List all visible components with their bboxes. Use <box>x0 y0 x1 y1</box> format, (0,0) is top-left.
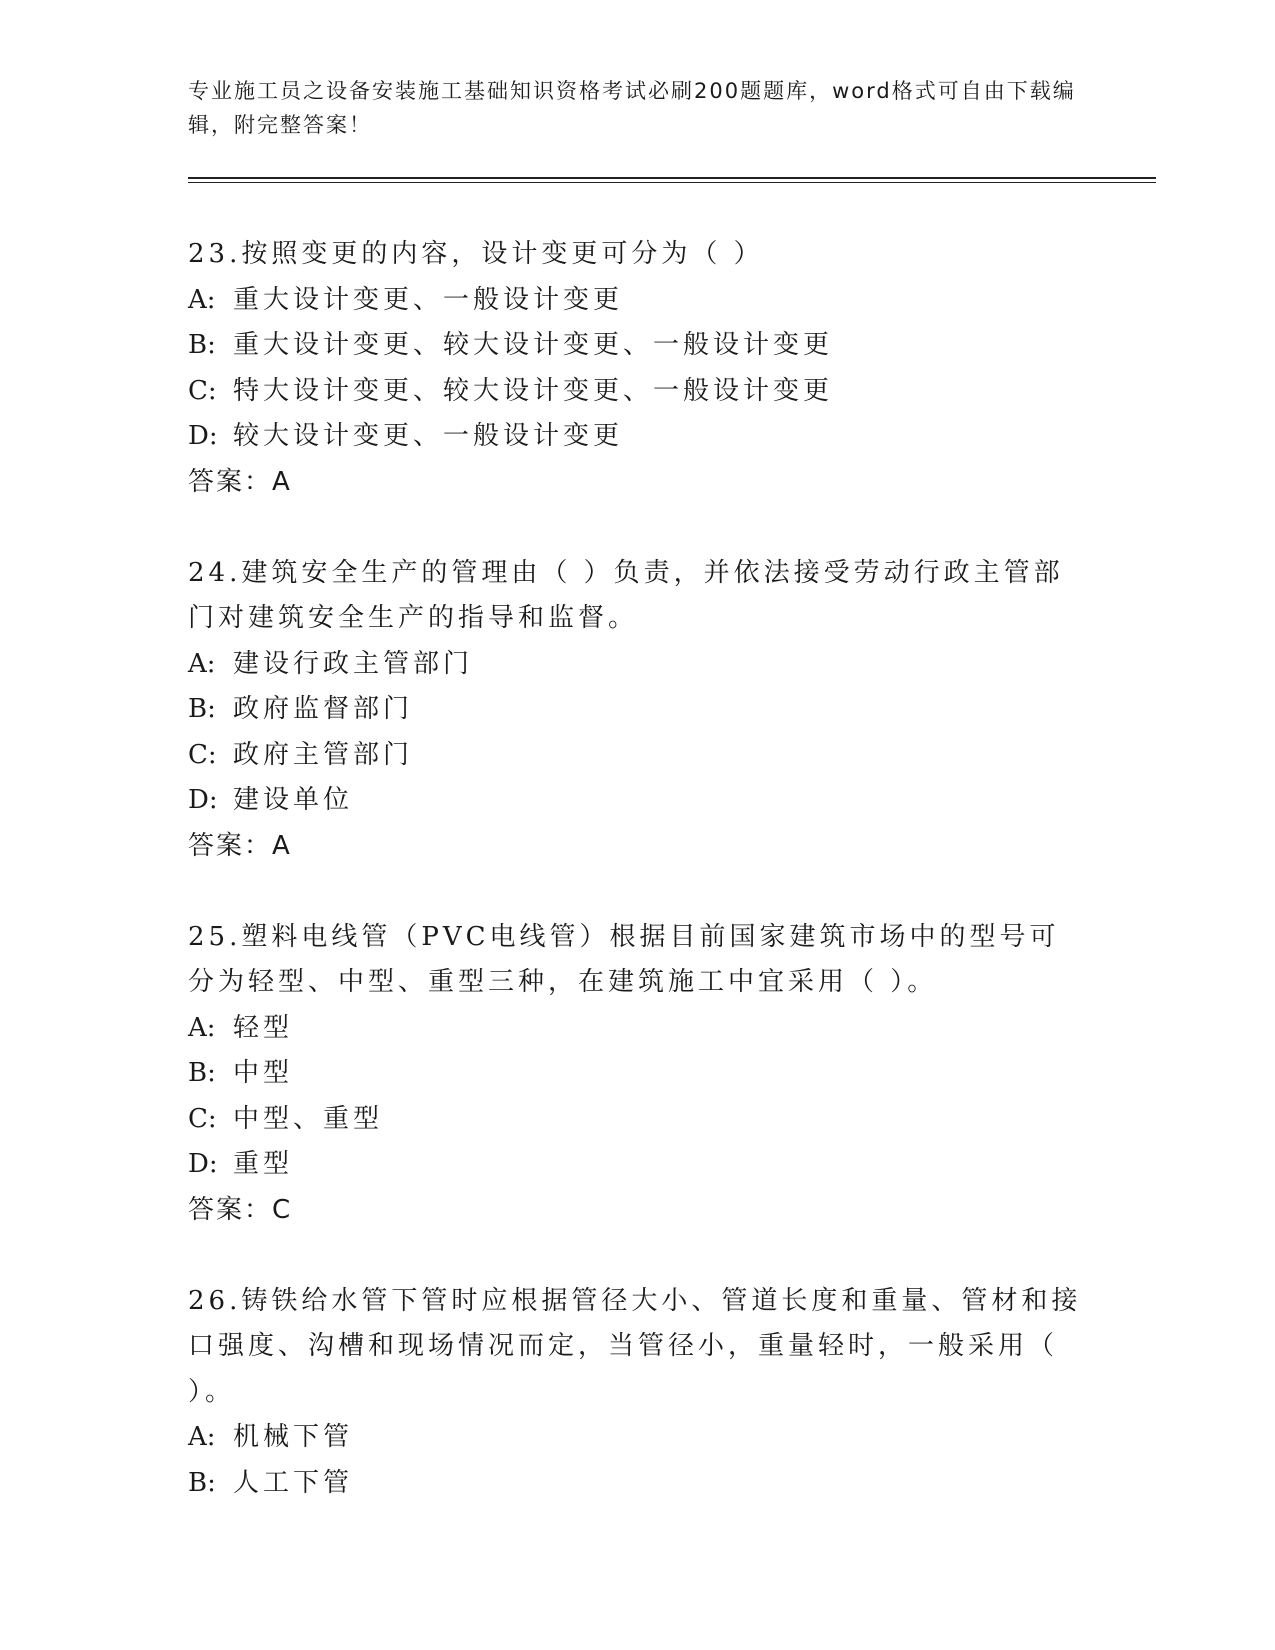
option-text: 机械下管 <box>233 1422 354 1452</box>
option-c <box>188 733 1088 779</box>
answer-line: 答案：A <box>188 830 292 861</box>
option-a <box>188 1415 1088 1461</box>
option-d <box>188 414 1088 460</box>
option-text: 中型 <box>233 1058 294 1088</box>
option-label: B: <box>188 1467 216 1498</box>
question-stem: 24.建筑安全生产的管理由（ ）负责，并依法接受劳动行政主管部门对建筑安全生产的指导和监督。 <box>188 557 1064 633</box>
option-label: B: <box>188 1058 216 1088</box>
option-a <box>188 278 1088 324</box>
option-text: 重大设计变更、较大设计变更、一般设计变更 <box>233 330 834 360</box>
option-b <box>188 323 1088 369</box>
question-23 <box>188 232 1088 505</box>
option-text: 特大设计变更、较大设计变更、一般设计变更 <box>233 375 834 406</box>
option-label: C: <box>188 739 217 770</box>
option-b <box>188 1051 1088 1097</box>
question-24 <box>188 551 1088 870</box>
option-d <box>188 778 1088 824</box>
option-text: 建设单位 <box>233 785 354 815</box>
option-label: D: <box>188 785 218 815</box>
option-label: A: <box>188 1012 216 1043</box>
option-text: 中型、重型 <box>233 1103 384 1134</box>
option-text: 政府监督部门 <box>233 694 414 724</box>
option-d <box>188 1142 1088 1188</box>
header-divider-thin <box>188 182 1156 183</box>
option-label: B: <box>188 330 216 360</box>
option-label: A: <box>188 284 216 315</box>
option-a <box>188 1006 1088 1052</box>
option-text: 轻型 <box>233 1012 294 1043</box>
answer-line: 答案：A <box>188 466 292 497</box>
header-divider-thick <box>188 177 1156 179</box>
option-text: 人工下管 <box>233 1467 354 1498</box>
option-text: 重型 <box>233 1149 294 1179</box>
question-26 <box>188 1279 1088 1507</box>
option-b <box>188 1461 1088 1507</box>
option-label: D: <box>188 421 218 451</box>
option-b <box>188 687 1088 733</box>
option-text: 较大设计变更、一般设计变更 <box>233 421 624 451</box>
option-c <box>188 1097 1088 1143</box>
option-label: C: <box>188 375 217 406</box>
question-stem: 23.按照变更的内容，设计变更可分为（ ） <box>188 239 764 269</box>
document-header: 专业施工员之设备安装施工基础知识资格考试必刷200题题库，word格式可自由下载编辑，附完整答案！ <box>188 79 1076 137</box>
option-text: 建设行政主管部门 <box>233 648 474 679</box>
option-c <box>188 369 1088 415</box>
option-label: C: <box>188 1103 217 1134</box>
option-label: B: <box>188 694 216 724</box>
option-text: 重大设计变更、一般设计变更 <box>233 284 624 315</box>
question-stem: 25.塑料电线管（PVC电线管）根据目前国家建筑市场中的型号可分为轻型、中型、重型三种，在建筑施工中宜采用（ ）。 <box>188 921 1060 997</box>
question-stem: 26.铸铁给水管下管时应根据管径大小、管道长度和重量、管材和接口强度、沟槽和现场情况而定，当管径小，重量轻时，一般采用（ ）。 <box>188 1285 1082 1407</box>
answer-line: 答案：C <box>188 1194 293 1225</box>
option-label: A: <box>188 1422 216 1452</box>
option-label: A: <box>188 648 216 679</box>
option-label: D: <box>188 1149 218 1179</box>
option-a <box>188 642 1088 688</box>
question-list <box>188 232 1088 1552</box>
question-25 <box>188 915 1088 1234</box>
option-text: 政府主管部门 <box>233 739 414 770</box>
